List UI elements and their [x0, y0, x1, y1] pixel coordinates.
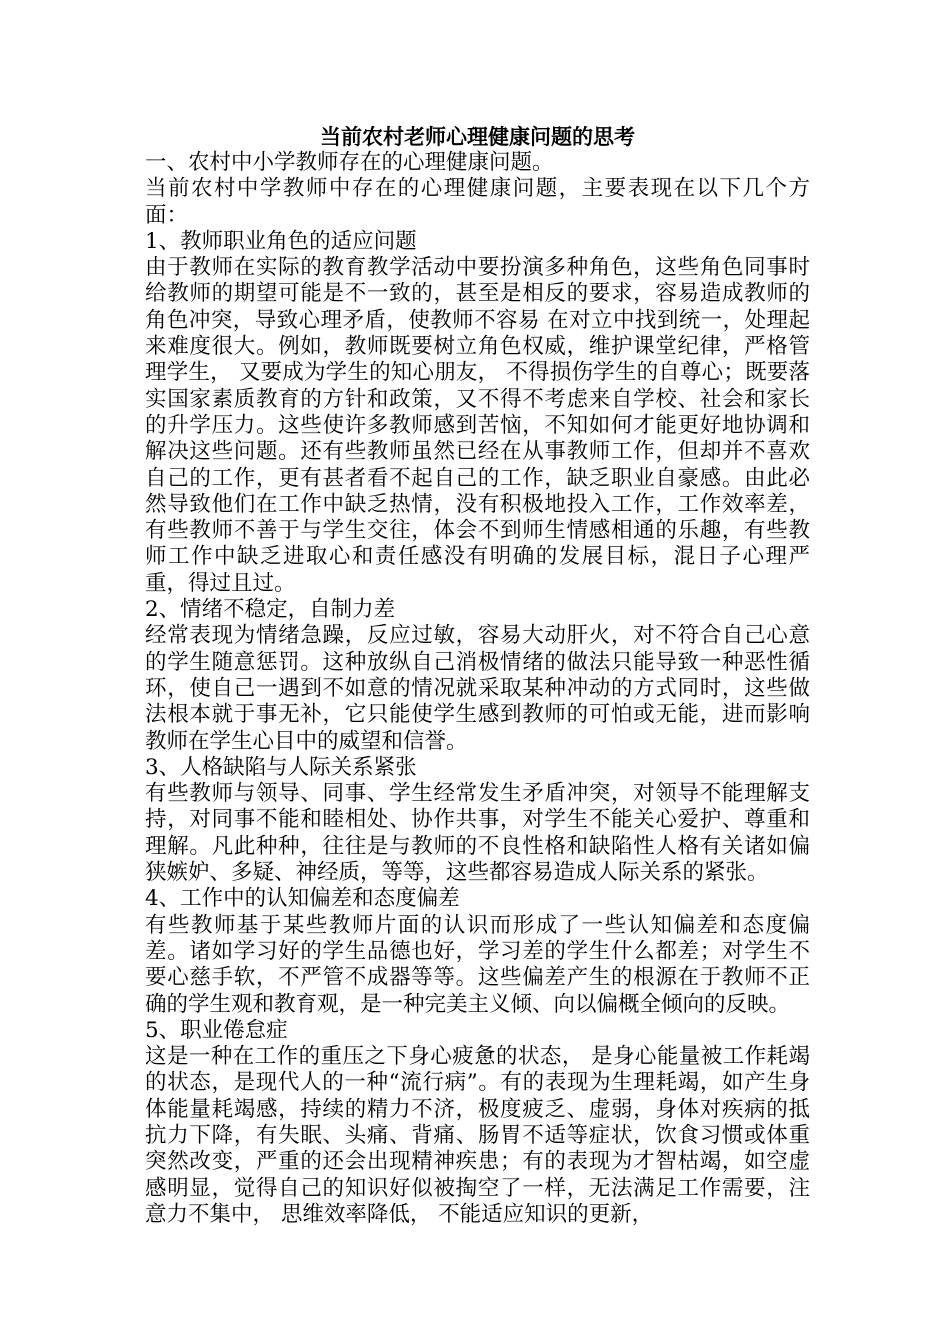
section-heading: 一、农村中小学教师存在的心理健康问题。 [145, 150, 554, 175]
item-4-body: 有些教师基于某些教师片面的认识而形成了一些认知偏差和态度偏差。诸如学习好的学生品德也好，学习差的学生什么都差；对学生不要心慈手软，不严管不成器等等。这些偏差产生的根源在于教师不正确的学生观和教育观，是一种完美主义倾、向以偏概全倾向的反映。 [145, 912, 810, 1017]
item-3-body: 有些教师与领导、同事、学生经常发生矛盾冲突，对领导不能理解支持，对同事不能和睦相处、协作共事，对学生不能关心爱护、尊重和理解。凡此种种，往往是与教师的不良性格和缺陷性人格有关诸如偏狭嫉妒、多疑、神经质，等等，这些都容易造成人际关系的紧张。 [145, 781, 810, 886]
item-3-heading: 3、人格缺陷与人际关系紧张 [145, 754, 417, 780]
document-page [145, 124, 810, 1228]
item-5-heading: 5、职业倦怠症 [145, 1017, 288, 1043]
item-1-heading: 1、教师职业角色的适应问题 [145, 228, 417, 254]
item-4-heading: 4、工作中的认知偏差和态度偏差 [145, 886, 460, 912]
item-5-body: 这是一种在工作的重压之下身心疲惫的状态， 是身心能量被工作耗竭的状态，是现代人的一种“流行病”。有的表现为生理耗竭，如产生身体能量耗竭感，持续的精力不济，极度疲乏、虚弱，身体对疾病的抵抗力下降，有失眠、头痛、背痛、肠胃不适等症状，饮食习惯或体重突然改变，严重的还会出现精神疾患；有的表现为才智枯竭，如空虚感明显，觉得自己的知识好似被掏空了一样，无法满足工作需要，注意力不集中， 思维效率降低， 不能适应知识的更新， [145, 1044, 810, 1227]
item-2-heading: 2、情绪不稳定，自制力差 [145, 597, 396, 623]
intro-paragraph: 当前农村中学教师中存在的心理健康问题，主要表现在以下几个方面： [145, 176, 810, 228]
document-title: 当前农村老师心理健康问题的思考 [320, 125, 635, 149]
item-2-body: 经常表现为情绪急躁，反应过敏，容易大动肝火，对不符合自己心意的学生随意惩罚。这种放纵自己消极情绪的做法只能导致一种恶性循环，使自己一遇到不如意的情况就采取某种冲动的方式同时，这些做法根本就于事无补，它只能使学生感到教师的可怕或无能，进而影响教师在学生心目中的威望和信誉。 [145, 623, 810, 754]
item-1-body: 由于教师在实际的教育教学活动中要扮演多种角色，这些角色同事时给教师的期望可能是不一致的，甚至是相反的要求，容易造成教师的角色冲突，导致心理矛盾，使教师不容易 在对立中找到统一，处理起来难度很大。例如，教师既要树立角色权威，维护课堂纪律，严格管理学生， 又要成为学生的知心朋友， 不得损伤学生的自尊心；既要落实国家素质教育的方针和政策，又不得不考虑来自学校、社会和家长的升学压力。这些使许多教师感到苦恼，不知如何才能更好地协调和解决这些问题。还有些教师虽然已经在从事教师工作，但却并不喜欢自己的工作，更有甚者看不起自己的工作，缺乏职业自豪感。由此必然导致他们在工作中缺乏热情，没有积极地投入工作，工作效率差，有些教师不善于与学生交往，体会不到师生情感相通的乐趣，有些教师工作中缺乏进取心和责任感没有明确的发展目标，混日子心理严重，得过且过。 [145, 255, 810, 596]
